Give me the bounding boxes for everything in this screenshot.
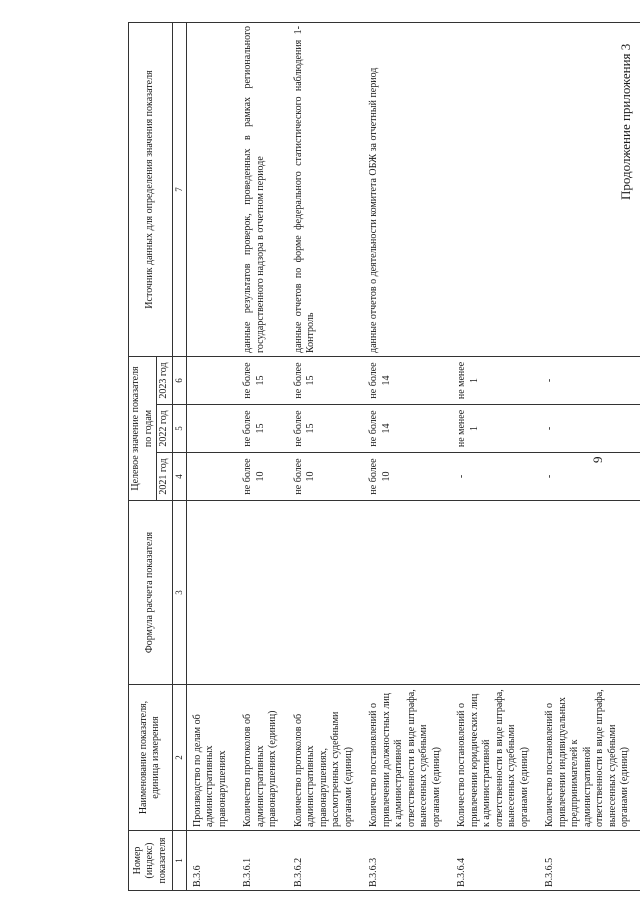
cell-2021: не более 10 — [237, 453, 288, 501]
table-row — [237, 22, 288, 890]
cell-2023: не более 15 — [237, 356, 288, 404]
header-year-2023: 2023 год — [157, 356, 173, 404]
indicators-table — [128, 22, 640, 891]
cell-source: данные результатов проверок, проведенных в рамках регионального государственного надзора в отчетном периоде — [237, 22, 288, 356]
header-index: Номер (индекс) показателя — [129, 831, 173, 891]
column-numbers-row — [172, 22, 186, 890]
cell-index: В.3.6.2 — [288, 831, 364, 891]
cell-source: данные отчетов о деятельности комитета ОБЖ за отчетный период — [363, 22, 451, 356]
cell-name: Количество постановлений о привлечении индивидуальных предпринимателей к административной ответственности в виде штрафа, вынесенных судебными органами (единиц) — [539, 685, 640, 831]
cell-source — [539, 22, 640, 356]
cell-2021: - — [539, 453, 640, 501]
cell-2021: - — [451, 453, 539, 501]
table-row — [539, 22, 640, 890]
cell-formula — [237, 501, 288, 685]
column-number: 7 — [172, 22, 186, 356]
column-number: 4 — [172, 453, 186, 501]
table-row — [186, 22, 237, 890]
cell-formula — [186, 501, 237, 685]
cell-name: Количество протоколов об административных правонарушениях (единиц) — [237, 685, 288, 831]
table-row — [451, 22, 539, 890]
header-formula: Формула расчета показателя — [129, 501, 173, 685]
cell-name: Количество протоколов об административных правонарушениях, рассмотренных судебными органами (единиц) — [288, 685, 364, 831]
cell-2023: не более 14 — [363, 356, 451, 404]
cell-2022: не более 15 — [237, 405, 288, 453]
cell-2021: не более 10 — [288, 453, 364, 501]
header-year-2021: 2021 год — [157, 453, 173, 501]
header-row — [129, 22, 157, 890]
cell-2022: не более 15 — [288, 405, 364, 453]
header-year-2022: 2022 год — [157, 405, 173, 453]
table-row — [363, 22, 451, 890]
cell-2023 — [186, 356, 237, 404]
cell-formula — [451, 501, 539, 685]
cell-2023: не более 15 — [288, 356, 364, 404]
continuation-label: Продолжение приложения 3 — [618, 43, 633, 200]
cell-index: В.3.6.4 — [451, 831, 539, 891]
cell-formula — [363, 501, 451, 685]
cell-formula — [288, 501, 364, 685]
cell-formula — [539, 501, 640, 685]
cell-name: Производство по делам об административных правонарушениях — [186, 685, 237, 831]
cell-index: В.3.6 — [186, 831, 237, 891]
cell-2021 — [186, 453, 237, 501]
column-number: 1 — [172, 831, 186, 891]
header-source: Источник данных для определения значения показателя — [129, 22, 173, 356]
cell-2021: не более 10 — [363, 453, 451, 501]
header-name: Наименование показателя, единица измерения — [129, 685, 173, 831]
header-target-group: Целевое значение показателя по годам — [129, 356, 157, 500]
cell-2022: - — [539, 405, 640, 453]
cell-source: данные отчетов по форме федерального статистического наблюдения 1-Контроль — [288, 22, 364, 356]
cell-name: Количество постановлений о привлечении юридических лиц к административной ответственности в виде штрафа, вынесенных судебными органами (единиц) — [451, 685, 539, 831]
cell-source — [186, 22, 237, 356]
column-number: 2 — [172, 685, 186, 831]
cell-index: В.3.6.3 — [363, 831, 451, 891]
cell-2023: - — [539, 356, 640, 404]
cell-2023: не менее 1 — [451, 356, 539, 404]
page-number: 9 — [590, 456, 605, 463]
column-number: 3 — [172, 501, 186, 685]
cell-index: В.3.6.1 — [237, 831, 288, 891]
cell-2022 — [186, 405, 237, 453]
table-row — [288, 22, 364, 890]
cell-index: В.3.6.5 — [539, 831, 640, 891]
column-number: 5 — [172, 405, 186, 453]
cell-2022: не более 14 — [363, 405, 451, 453]
cell-2022: не менее 1 — [451, 405, 539, 453]
cell-source — [451, 22, 539, 356]
cell-name: Количество постановлений о привлечении должностных лиц к административной ответственности в виде штрафа, вынесенных судебными органами (единиц) — [363, 685, 451, 831]
column-number: 6 — [172, 356, 186, 404]
